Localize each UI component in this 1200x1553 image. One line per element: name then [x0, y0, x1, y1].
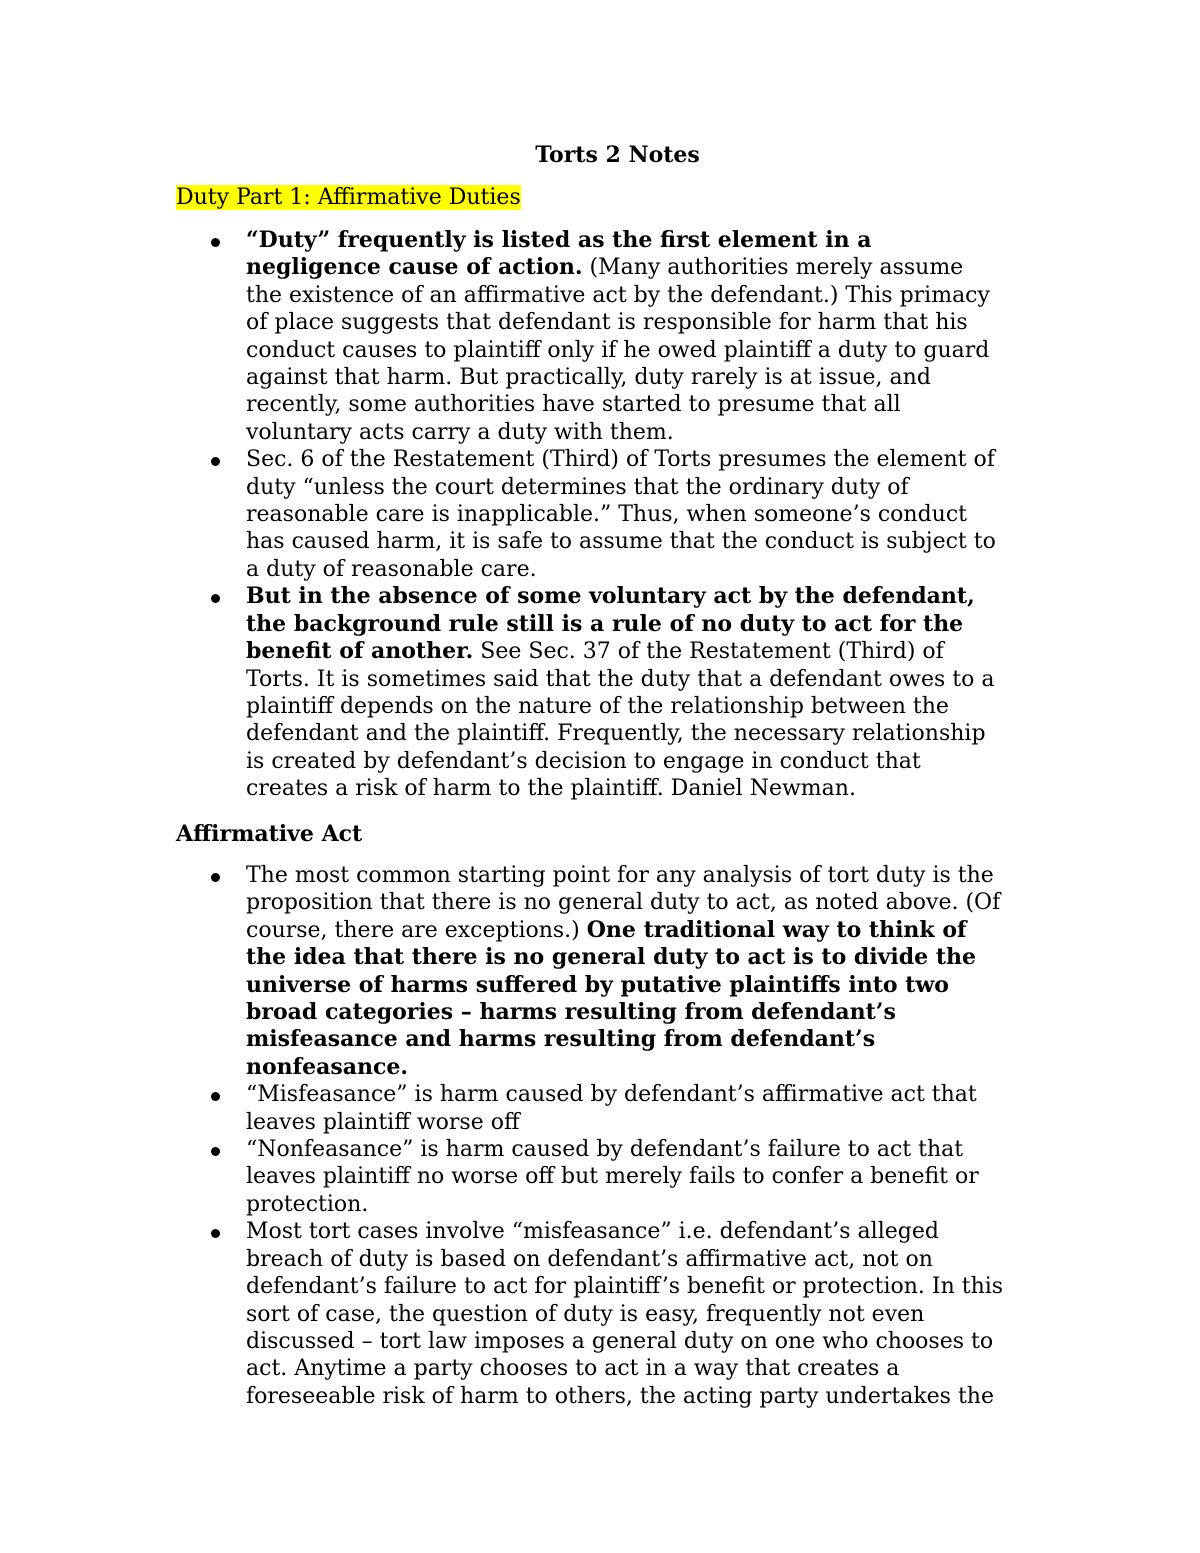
- bold-text: the idea that there is no general duty to act is to divide the: [246, 944, 976, 971]
- body-text: (Many authorities merely assume: [582, 255, 964, 281]
- text-line: [246, 391, 1080, 418]
- bullet-icon: [211, 1092, 220, 1101]
- text-line: [246, 474, 1080, 501]
- body-text: Sec. 6 of the Restatement (Third) of Torts presumes the element of: [246, 447, 995, 473]
- body-text: the existence of an affirmative act by the defendant.) This primacy: [246, 282, 990, 308]
- bullet-icon: [211, 594, 220, 603]
- text-line: [246, 1218, 1080, 1245]
- text-line: [246, 364, 1080, 391]
- body-text: a duty of reasonable care.: [246, 556, 537, 582]
- text-line: [246, 1355, 1080, 1382]
- text-line: [246, 528, 1080, 555]
- body-text: “Misfeasance” is harm caused by defendant’s affirmative act that: [246, 1082, 977, 1108]
- body-text: voluntary acts carry a duty with them.: [246, 419, 674, 445]
- body-text: plaintiff depends on the nature of the relationship between the: [246, 693, 949, 719]
- bullet-list-affirmative-duties: [0, 227, 1200, 803]
- bold-text: negligence cause of action.: [246, 254, 583, 281]
- body-text: leaves plaintiff no worse off but merely fails to confer a benefit or: [246, 1164, 979, 1190]
- text-line: [246, 1163, 1080, 1190]
- text-line: [246, 1328, 1080, 1355]
- text-line: [246, 1301, 1080, 1328]
- body-text: leaves plaintiff worse off: [246, 1109, 520, 1135]
- list-item: [0, 227, 1200, 446]
- text-line: [246, 337, 1080, 364]
- body-text: reasonable care is inapplicable.” Thus, when someone’s conduct: [246, 502, 968, 528]
- bold-text: But in the absence of some voluntary act by the defendant,: [246, 583, 975, 610]
- body-text: “Nonfeasance” is harm caused by defendant’s failure to act that: [246, 1137, 964, 1163]
- body-text: protection.: [246, 1191, 369, 1217]
- body-text: sort of case, the question of duty is easy, frequently not even: [246, 1301, 925, 1327]
- body-text: foreseeable risk of harm to others, the acting party undertakes the: [246, 1383, 994, 1409]
- text-line: [246, 693, 1080, 720]
- bold-text: the background rule still is a rule of no duty to act for the: [246, 610, 964, 637]
- text-line: [246, 944, 1080, 971]
- text-line: [246, 1191, 1080, 1218]
- body-text: recently, some authorities have started to presume that all: [246, 392, 901, 418]
- text-line: [246, 282, 1080, 309]
- body-text: Torts. It is sometimes said that the duty that a defendant owes to a: [246, 666, 995, 692]
- body-text: proposition that there is no general duty to act, as noted above. (Of: [246, 890, 1001, 916]
- list-item: [0, 446, 1200, 583]
- body-text: defendant’s failure to act for plaintiff’s benefit or protection. In this: [246, 1274, 1004, 1300]
- list-item: [0, 862, 1200, 1081]
- bullet-list-affirmative-act: [0, 862, 1200, 1410]
- bullet-icon: [211, 1147, 220, 1156]
- text-line: [246, 1054, 1080, 1081]
- text-line: [246, 309, 1080, 336]
- text-line: [246, 666, 1080, 693]
- body-text: duty “unless the court determines that the ordinary duty of: [246, 474, 909, 500]
- text-line: [246, 1136, 1080, 1163]
- text-line: [246, 1246, 1080, 1273]
- list-item: [0, 1081, 1200, 1136]
- text-line: [246, 446, 1080, 473]
- text-line: [246, 917, 1080, 944]
- text-line: [246, 1273, 1080, 1300]
- body-text: breach of duty is based on defendant’s affirmative act, not on: [246, 1246, 933, 1272]
- text-line: [246, 748, 1080, 775]
- bullet-icon: [211, 1229, 220, 1238]
- text-line: [246, 999, 1080, 1026]
- document-title: Torts 2 Notes: [535, 142, 700, 168]
- text-line: [246, 556, 1080, 583]
- body-text: See Sec. 37 of the Restatement (Third) of: [473, 639, 944, 665]
- text-line: [246, 775, 1080, 802]
- bold-text: broad categories – harms resulting from defendant’s: [246, 999, 896, 1026]
- text-line: [246, 720, 1080, 747]
- text-line: [246, 583, 1080, 610]
- text-line: [246, 501, 1080, 528]
- text-line: [246, 862, 1080, 889]
- bold-text: universe of harms suffered by putative plaintiffs into two: [246, 971, 949, 998]
- bullet-icon: [211, 238, 220, 247]
- body-text: has caused harm, it is safe to assume that the conduct is subject to: [246, 529, 996, 555]
- section-heading-affirmative-duties: [176, 183, 521, 213]
- body-text: creates a risk of harm to the plaintiff. Daniel Newman.: [246, 776, 856, 802]
- body-text: discussed – tort law imposes a general duty on one who chooses to: [246, 1328, 994, 1354]
- list-item: [0, 1218, 1200, 1410]
- list-item: [0, 583, 1200, 802]
- bold-text: One traditional way to think of: [586, 916, 967, 943]
- text-line: [246, 254, 1080, 281]
- highlighted-heading-text: Duty Part 1: Affirmative Duties: [176, 185, 521, 210]
- bullet-icon: [211, 873, 220, 882]
- text-line: [246, 1383, 1080, 1410]
- body-text: against that harm. But practically, duty rarely is at issue, and: [246, 365, 931, 391]
- bold-text: misfeasance and harms resulting from defendant’s: [246, 1026, 876, 1053]
- text-line: [246, 611, 1080, 638]
- text-line: [246, 419, 1080, 446]
- text-line: [246, 972, 1080, 999]
- body-text: course, there are exceptions.): [246, 917, 587, 943]
- body-text: The most common starting point for any analysis of tort duty is the: [246, 863, 994, 888]
- body-text: Most tort cases involve “misfeasance” i.e. defendant’s alleged: [246, 1219, 939, 1245]
- bullet-icon: [211, 457, 220, 466]
- bold-text: “Duty” frequently is listed as the first element in a: [246, 227, 872, 253]
- bold-text: nonfeasance.: [246, 1053, 409, 1080]
- bold-text: benefit of another.: [246, 638, 474, 665]
- body-text: act. Anytime a party chooses to act in a way that creates a: [246, 1356, 900, 1382]
- body-text: conduct causes to plaintiff only if he owed plaintiff a duty to guard: [246, 337, 990, 363]
- section-heading-affirmative-act: Affirmative Act: [176, 821, 363, 847]
- text-line: [246, 889, 1080, 916]
- text-line: [246, 638, 1080, 665]
- body-text: is created by defendant’s decision to engage in conduct that: [246, 748, 921, 774]
- text-line: [246, 1081, 1080, 1108]
- text-line: [246, 1109, 1080, 1136]
- body-text: of place suggests that defendant is responsible for harm that his: [246, 310, 968, 336]
- text-line: [246, 1026, 1080, 1053]
- list-item: [0, 1136, 1200, 1218]
- text-line: [246, 227, 1080, 254]
- body-text: defendant and the plaintiff. Frequently, the necessary relationship: [246, 721, 986, 747]
